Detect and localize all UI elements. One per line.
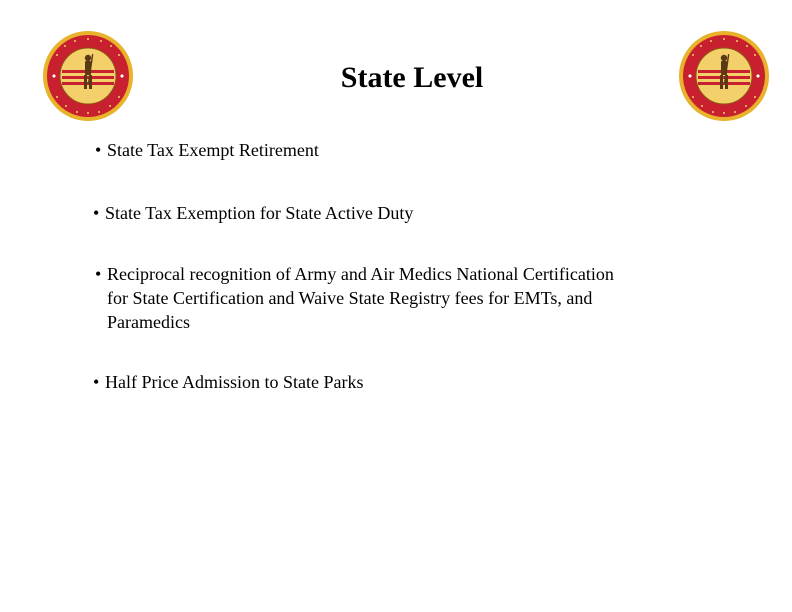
bullet-text: Reciprocal recognition of Army and Air Medics National Certification for State Certification and Waive State Registry fees for EMTs, and Paramedics (107, 264, 614, 332)
bullet-dot: • (95, 140, 102, 160)
bullet-dot: • (95, 264, 102, 284)
bullet-item (85, 201, 725, 225)
bullet-text: State Tax Exempt Retirement (107, 140, 319, 160)
bullet-dot: • (93, 203, 100, 223)
bullet-item (85, 370, 725, 394)
bullet-text: State Tax Exemption for State Active Duty (105, 203, 414, 223)
bullet-item (87, 262, 727, 334)
slide-title: State Level (340, 61, 484, 94)
bullet-dot: • (93, 372, 100, 392)
bullet-text: Half Price Admission to State Parks (105, 372, 364, 392)
bullet-item (87, 138, 727, 162)
